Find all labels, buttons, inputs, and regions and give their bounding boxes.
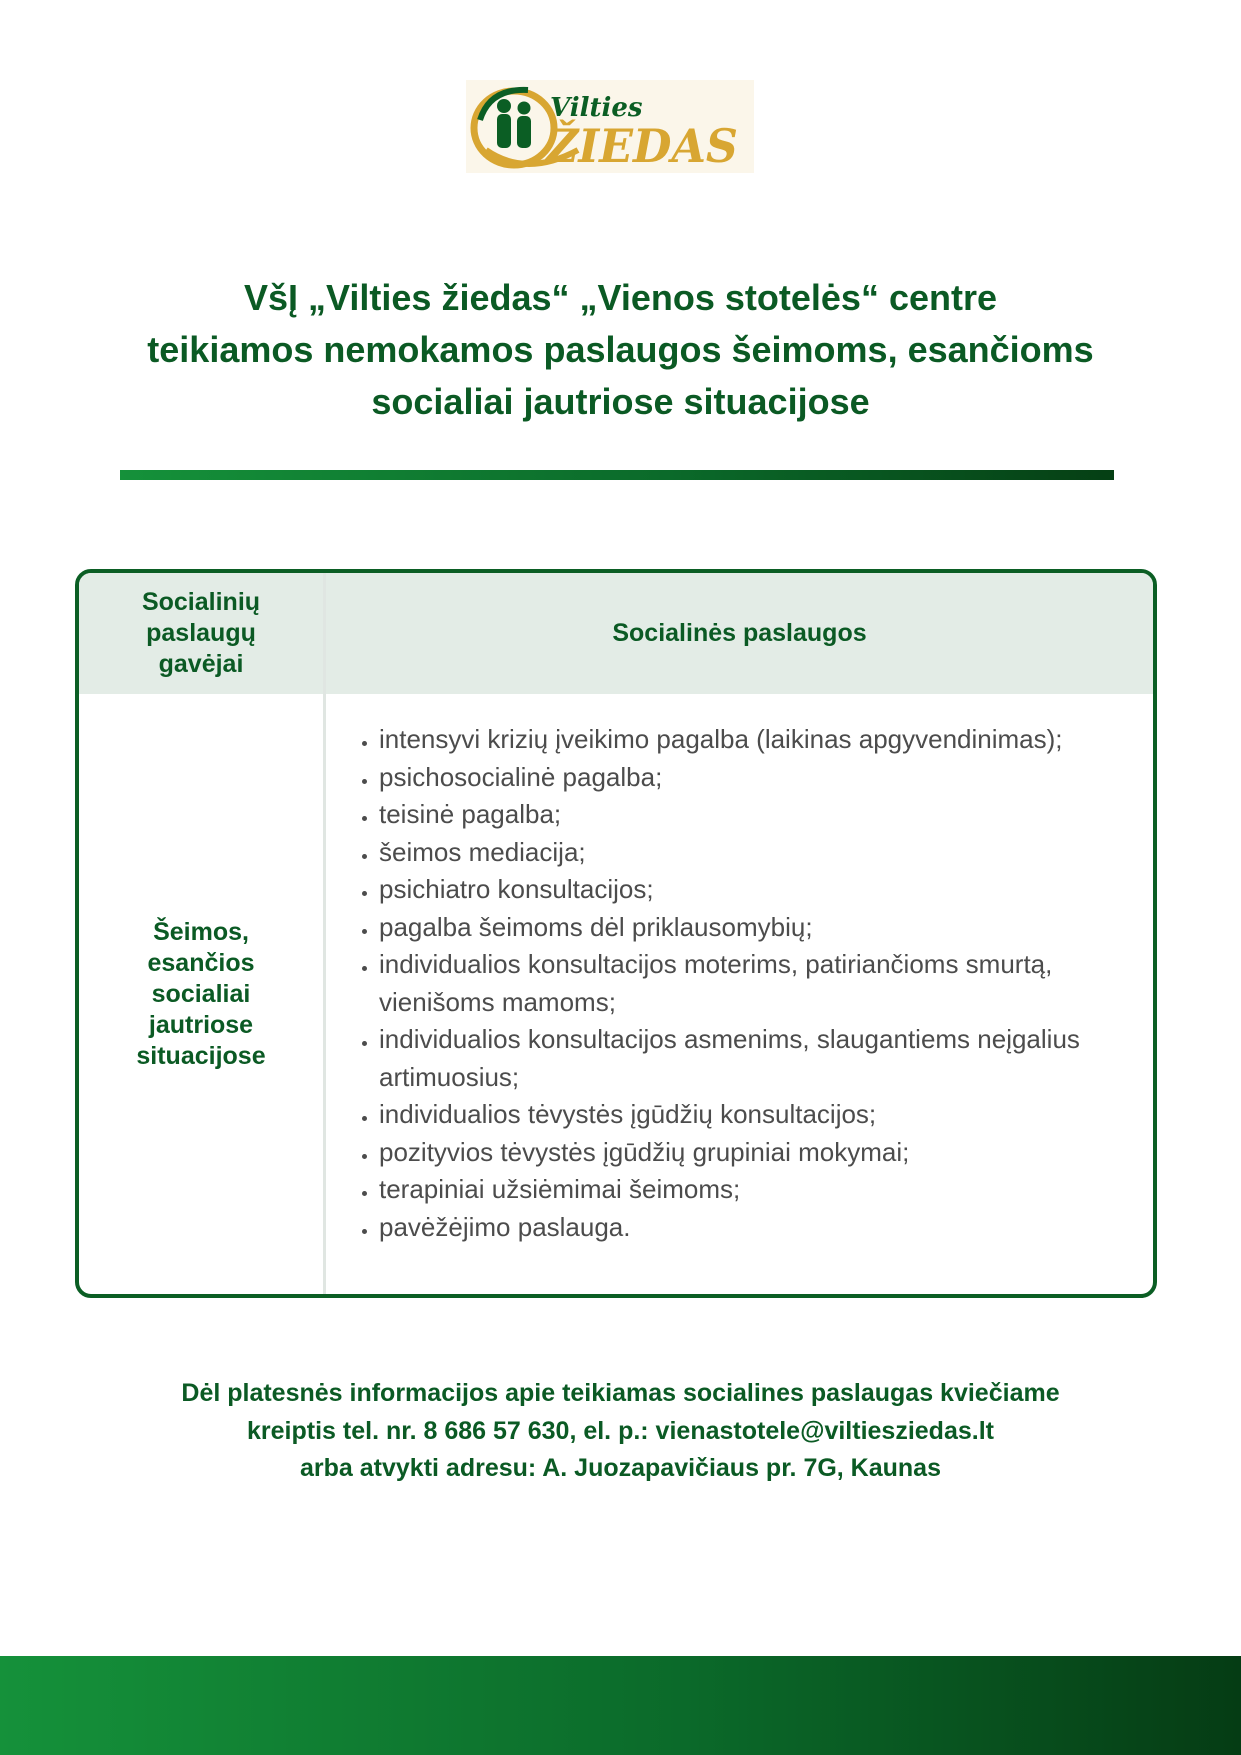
services-cell	[326, 721, 1133, 1246]
people-icon	[497, 99, 531, 148]
list-item: • terapiniai užsiėmimai šeimoms;	[379, 1171, 1133, 1209]
list-item: • pagalba šeimoms dėl priklausomybių;	[379, 909, 1133, 947]
organization-logo	[466, 80, 754, 173]
title-line-3: socialiai jautriose situacijose	[371, 381, 870, 422]
contact-line-3: arba atvykti adresu: A. Juozapavičiaus pr. 7G, Kaunas	[300, 1454, 941, 1482]
services-list	[326, 721, 1133, 1246]
title-divider	[120, 470, 1114, 480]
title-line-1: VšĮ „Vilties žiedas“ „Vienos stotelės“ centre	[244, 277, 997, 318]
recipients-cell: Šeimos, esančios socialiai jautriose situacijose	[136, 917, 266, 1070]
list-item: • psichosocialinė pagalba;	[379, 759, 1133, 797]
footer-band	[0, 1656, 1241, 1755]
list-item: • individualios konsultacijos asmenims, slaugantiems neįgalius artimuosius;	[379, 1021, 1133, 1096]
list-item: • šeimos mediacija;	[379, 834, 1133, 872]
logo-text-top: Vilties	[550, 93, 643, 123]
list-item: • pavėžėjimo paslauga.	[379, 1209, 1133, 1247]
title-line-2: teikiamos nemokamos paslaugos šeimoms, esančioms	[147, 329, 1094, 370]
list-item: • psichiatro konsultacijos;	[379, 871, 1133, 909]
services-table	[75, 569, 1157, 1298]
contact-line-1: Dėl platesnės informacijos apie teikiamas socialines paslaugas kviečiame	[181, 1379, 1060, 1407]
list-item: • intensyvi krizių įveikimo pagalba (laikinas apgyvendinimas);	[379, 721, 1133, 759]
logo-text-bottom: ŽIEDAS	[546, 119, 745, 173]
list-item: • pozityvios tėvystės įgūdžių grupiniai mokymai;	[379, 1134, 1133, 1172]
contact-line-2: kreiptis tel. nr. 8 686 57 630, el. p.: vienastotele@viltiesziedas.lt	[247, 1416, 994, 1445]
list-item: • individualios tėvystės įgūdžių konsultacijos;	[379, 1096, 1133, 1134]
list-item: • individualios konsultacijos moterims, patiriančioms smurtą, vienišoms mamoms;	[379, 946, 1133, 1021]
list-item: • teisinė pagalba;	[379, 796, 1133, 834]
page-title	[60, 272, 1181, 428]
header-recipients: Socialinių paslaugų gavėjai	[141, 588, 261, 678]
contact-info	[60, 1375, 1181, 1488]
header-services: Socialinės paslaugos	[612, 619, 867, 647]
